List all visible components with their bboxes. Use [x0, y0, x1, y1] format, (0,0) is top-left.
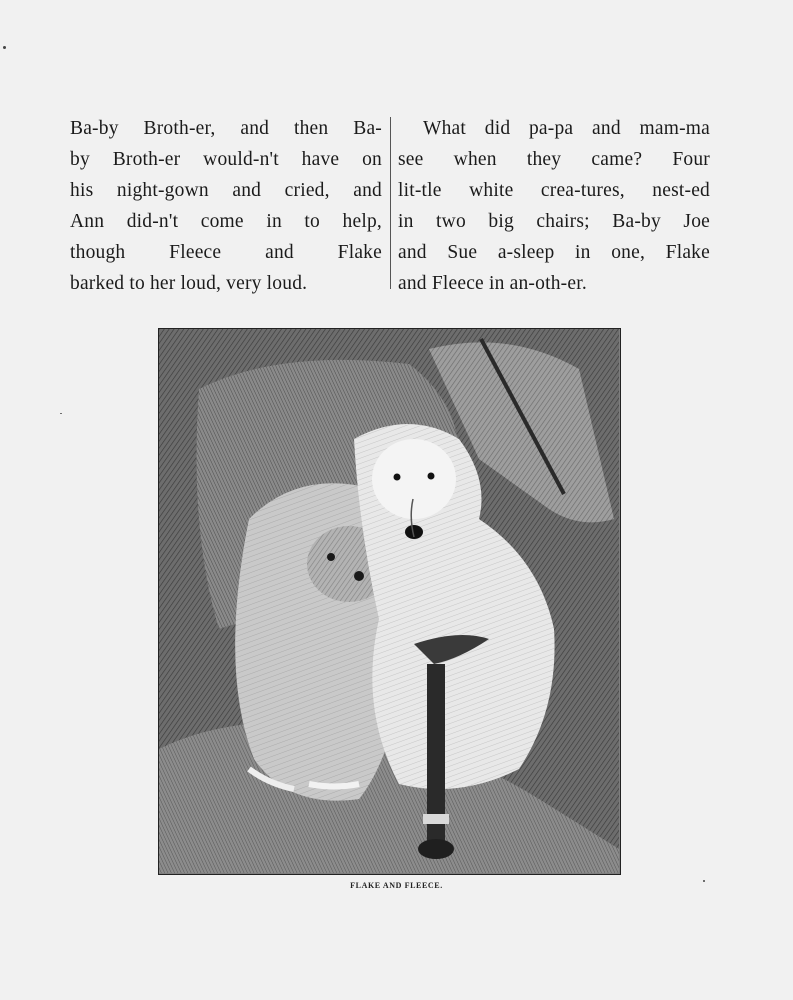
ink-speck [703, 880, 705, 882]
left-text-column [70, 113, 382, 299]
text-line: What did pa-pa and mam-ma [423, 118, 710, 139]
ink-speck [3, 46, 6, 49]
text-line: lit-tle white crea-tures, nest-ed [398, 180, 710, 201]
text-line: in two big chairs; Ba-by Joe [398, 211, 710, 232]
text-line: by Broth-er would-n't have on [70, 149, 382, 170]
text-line: Ann did-n't come in to help, [70, 211, 382, 232]
text-line: barked to her loud, very loud. [70, 273, 308, 294]
text-line: Ba-by Broth-er, and then Ba- [70, 118, 382, 139]
text-line: and Fleece in an-oth-er. [398, 273, 587, 294]
right-text-column [398, 113, 710, 299]
dogs-illustration [158, 328, 621, 875]
column-divider [390, 117, 391, 289]
ink-speck [60, 413, 62, 414]
engraving-artwork [159, 329, 619, 873]
text-line: see when they came? Four [398, 149, 710, 170]
illustration-caption: FLAKE AND FLEECE. [350, 881, 443, 890]
text-line: and Sue a-sleep in one, Flake [398, 242, 710, 263]
text-line: his night-gown and cried, and [70, 180, 382, 201]
text-line: though Fleece and Flake [70, 242, 382, 263]
